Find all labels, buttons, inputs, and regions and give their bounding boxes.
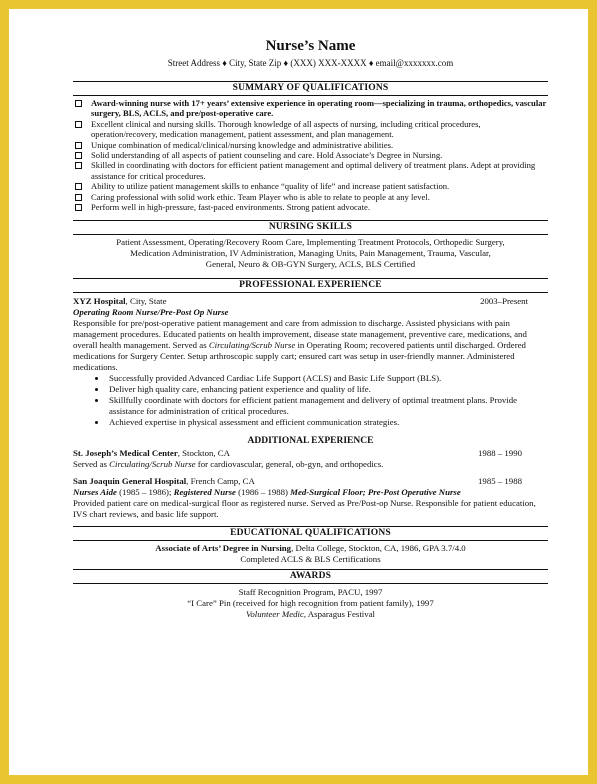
summary-item: Excellent clinical and nursing skills. Thorough knowledge of all aspects of nursing, including critical procedures, operation/recovery, medication management, patient assessment, and plan management. [73, 119, 548, 140]
summary-item: Solid understanding of all aspects of patient counseling and care. Hold Associate’s Degree in Nursing. [73, 150, 548, 160]
skills-line: Patient Assessment, Operating/Recovery Room Care, Implementing Treatment Protocols, Orthopedic Surgery, [116, 237, 505, 248]
awards-heading: AWARDS [73, 569, 548, 584]
job-roles: Nurses Aide (1985 – 1986); Registered Nurse (1986 – 1988) Med-Surgical Floor; Pre-Post Operative Nurse [73, 487, 461, 498]
checkbox-icon [75, 121, 82, 128]
award-item: Volunteer Medic, Asparagus Festival [245, 609, 375, 620]
checkbox-icon [75, 194, 82, 201]
job-dates: 1988 – 1990 [478, 448, 522, 459]
skills-block [73, 237, 548, 270]
skills-heading: NURSING SKILLS [73, 220, 548, 235]
job-description: Provided patient care on medical-surgical floor as registered nurse. Served as Pre/Post-op Nurse. Responsible for patient education, IVS chart reviews, and basic life support. [73, 498, 536, 520]
employer-location: , French Camp, CA [186, 476, 255, 487]
summary-item: Caring professional with solid work ethic. Team Player who is able to relate to people at any level. [73, 192, 548, 202]
summary-heading: SUMMARY OF QUALIFICATIONS [73, 81, 548, 96]
contact-line: Street Address ♦ City, State Zip ♦ (XXX) XXX-XXXX ♦ email@xxxxxxx.com [167, 58, 454, 68]
degree-line: Associate of Arts’ Degree in Nursing, Delta College, Stockton, CA, 1986, GPA 3.7/4.0 [155, 543, 466, 554]
summary-item: Unique combination of medical/clinical/nursing knowledge and administrative abilities. [73, 140, 548, 150]
employer-location: , Stockton, CA [177, 448, 231, 459]
additional-job-1 [73, 448, 548, 470]
job-description: Served as Circulating/Scrub Nurse for cardiovascular, general, ob-gyn, and orthopedics. [73, 459, 384, 470]
experience-block [73, 296, 548, 427]
summary-item: Perform well in high-pressure, fast-paced environments. Strong patient advocate. [73, 202, 548, 212]
employer-name: St. Joseph’s Medical Center [73, 448, 178, 459]
awards-block [73, 587, 548, 620]
skills-line: General, Neuro & OB-GYN Surgery, ACLS, BLS Certified [205, 259, 416, 270]
award-item: “I Care” Pin (received for high recognition from patient family), 1997 [187, 598, 434, 609]
bullet-icon [95, 377, 98, 380]
education-block [73, 543, 548, 565]
award-item: Staff Recognition Program, PACU, 1997 [238, 587, 383, 598]
bullet-icon [95, 388, 98, 391]
skills-line: Medication Administration, IV Administration, Managing Units, Pain Management, Trauma, Vascular, [130, 248, 491, 259]
bullet-icon [95, 421, 98, 424]
checkbox-icon [75, 142, 82, 149]
resume-page [9, 9, 588, 775]
achievement-item: Successfully provided Advanced Cardiac Life Support (ACLS) and Basic Life Support (BLS). [101, 373, 548, 384]
checkbox-icon [75, 162, 82, 169]
job-description: Responsible for pre/post-operative patient management and care from admission to discharge. Assisted physicians with pain management procedures. Educated patients on health improvement, disease state management, preventive care, medications, and overall health management. Served as Circulating/Scrub Nurse in Operating Room; recovered patients until discharged. Ordered medications for Surgery Center. Setup arthroscopic supply cart; ensured cart was setup in user-friendly manner. Administered medications. [73, 318, 527, 373]
education-heading: EDUCATIONAL QUALIFICATIONS [73, 526, 548, 541]
achievement-item: Achieved expertise in physical assessment and efficient communication strategies. [101, 417, 548, 428]
employer-location: , City, State [125, 296, 167, 307]
additional-heading: ADDITIONAL EXPERIENCE [247, 436, 374, 447]
job-header [73, 296, 548, 307]
achievement-item: Deliver high quality care, enhancing patient experience and quality of life. [101, 384, 548, 395]
certifications-line: Completed ACLS & BLS Certifications [240, 554, 381, 565]
summary-item: Award-winning nurse with 17+ years’ extensive experience in operating room—specializing in trauma, orthopedics, vascular surgery, BLS, ACLS, and pre/post-operative care. [73, 98, 548, 119]
checkbox-icon [75, 100, 82, 107]
bullet-icon [95, 399, 98, 402]
summary-item: Skilled in coordinating with doctors for efficient patient management and optimal delivery of treatment plans. Adept at providing assistance for critical procedures. [73, 160, 548, 181]
experience-heading: PROFESSIONAL EXPERIENCE [73, 278, 548, 293]
job-role: Operating Room Nurse/Pre-Post Op Nurse [73, 307, 229, 318]
employer-name: XYZ Hospital [73, 296, 126, 307]
checkbox-icon [75, 204, 82, 211]
checkbox-icon [75, 183, 82, 190]
achievements-list [73, 373, 548, 427]
additional-job-2 [73, 476, 548, 520]
summary-item: Ability to utilize patient management skills to enhance “quality of life” and increase patient satisfaction. [73, 181, 548, 191]
employer-name: San Joaquin General Hospital [73, 476, 187, 487]
job-dates: 1985 – 1988 [478, 476, 522, 487]
summary-list [73, 98, 548, 212]
checkbox-icon [75, 152, 82, 159]
achievement-item: Skillfully coordinate with doctors for efficient patient management and delivery of optimal treatment plans. Provide assistance for administration of critical procedures. [101, 395, 548, 417]
job-dates: 2003–Present [480, 296, 528, 307]
resume-name: Nurse’s Name [265, 38, 356, 54]
